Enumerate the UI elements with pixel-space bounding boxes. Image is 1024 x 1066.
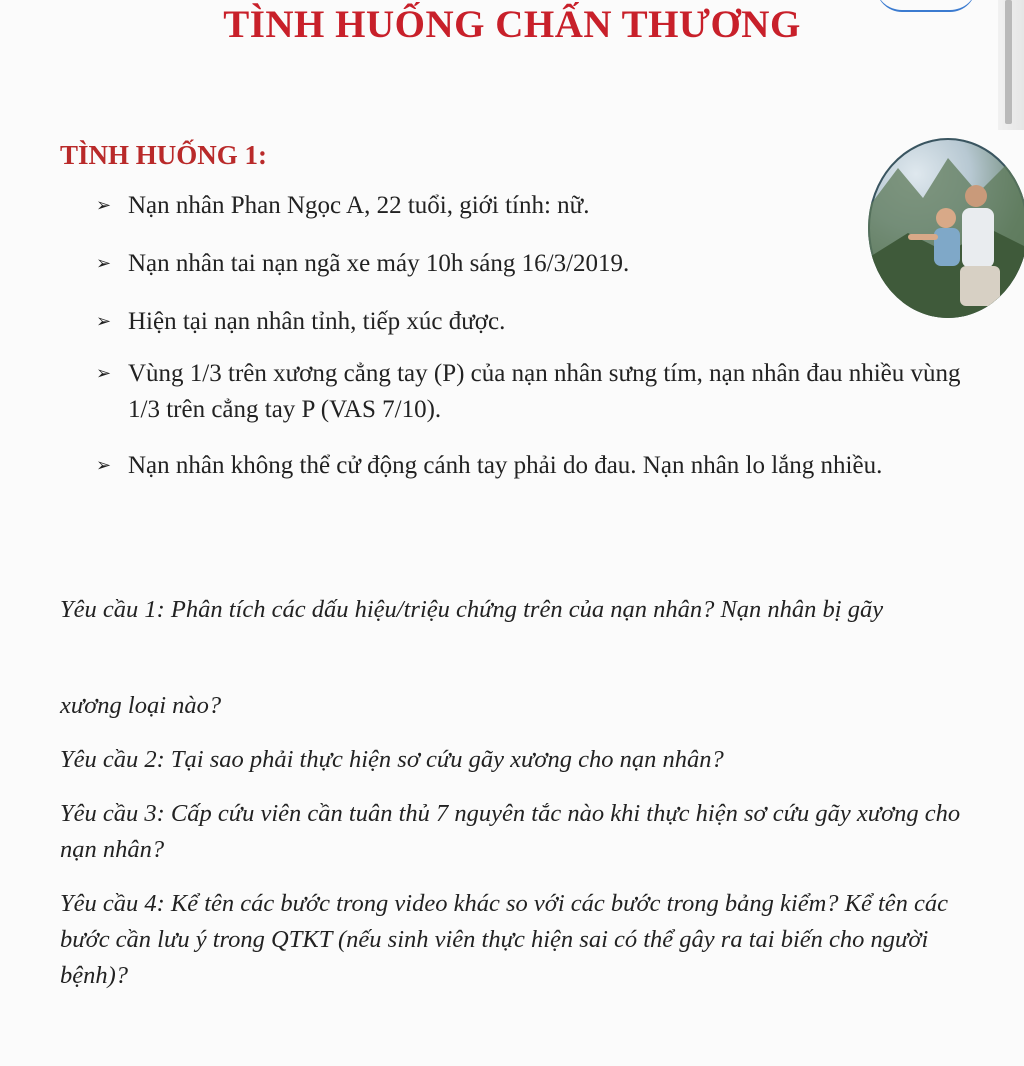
arrowhead-bullet-icon: ➢ bbox=[96, 363, 112, 384]
list-item bbox=[96, 246, 629, 282]
request-4: Yêu cầu 4: Kể tên các bước trong video khác so với các bước trong bảng kiểm? Kể tên các bước cần lưu ý trong QTKT (nếu sinh viên thực hiện sai có thể gây ra tai biến cho người bệnh)? bbox=[60, 890, 949, 989]
request-3: Yêu cầu 3: Cấp cứu viên cần tuân thủ 7 nguyên tắc nào khi thực hiện sơ cứu gãy xương cho nạn nhân? bbox=[60, 800, 961, 863]
request-1-continued: xương loại nào? bbox=[60, 692, 222, 719]
list-item bbox=[96, 448, 946, 484]
list-item-text: Nạn nhân không thể cử động cánh tay phải do đau. Nạn nhân lo lắng nhiều. bbox=[128, 452, 883, 479]
list-item-text: Hiện tại nạn nhân tỉnh, tiếp xúc được. bbox=[128, 308, 506, 335]
list-item bbox=[96, 304, 505, 340]
arrowhead-bullet-icon: ➢ bbox=[96, 455, 112, 476]
list-item-text: Vùng 1/3 trên xương cẳng tay (P) của nạn nhân sưng tím, nạn nhân đau nhiều vùng 1/3 trên cẳng tay P (VAS 7/10). bbox=[128, 360, 961, 423]
section-heading: TÌNH HUỐNG 1: bbox=[60, 140, 268, 170]
avatar[interactable] bbox=[868, 138, 1024, 318]
list-item-text: Nạn nhân tai nạn ngã xe máy 10h sáng 16/3/2019. bbox=[128, 250, 630, 277]
request-2: Yêu cầu 2: Tại sao phải thực hiện sơ cứu gãy xương cho nạn nhân? bbox=[60, 746, 724, 773]
arrowhead-bullet-icon: ➢ bbox=[96, 195, 112, 216]
arrowhead-bullet-icon: ➢ bbox=[96, 253, 112, 274]
arrowhead-bullet-icon: ➢ bbox=[96, 311, 112, 332]
list-item-text: Nạn nhân Phan Ngọc A, 22 tuổi, giới tính: nữ. bbox=[128, 192, 590, 219]
list-item bbox=[96, 188, 589, 224]
avatar-photo-icon bbox=[868, 138, 1024, 318]
request-1: Yêu cầu 1: Phân tích các dấu hiệu/triệu chứng trên của nạn nhân? Nạn nhân bị gãy bbox=[60, 596, 884, 623]
list-item bbox=[96, 356, 976, 428]
document-title: TÌNH HUỐNG CHẤN THƯƠNG bbox=[223, 3, 801, 46]
